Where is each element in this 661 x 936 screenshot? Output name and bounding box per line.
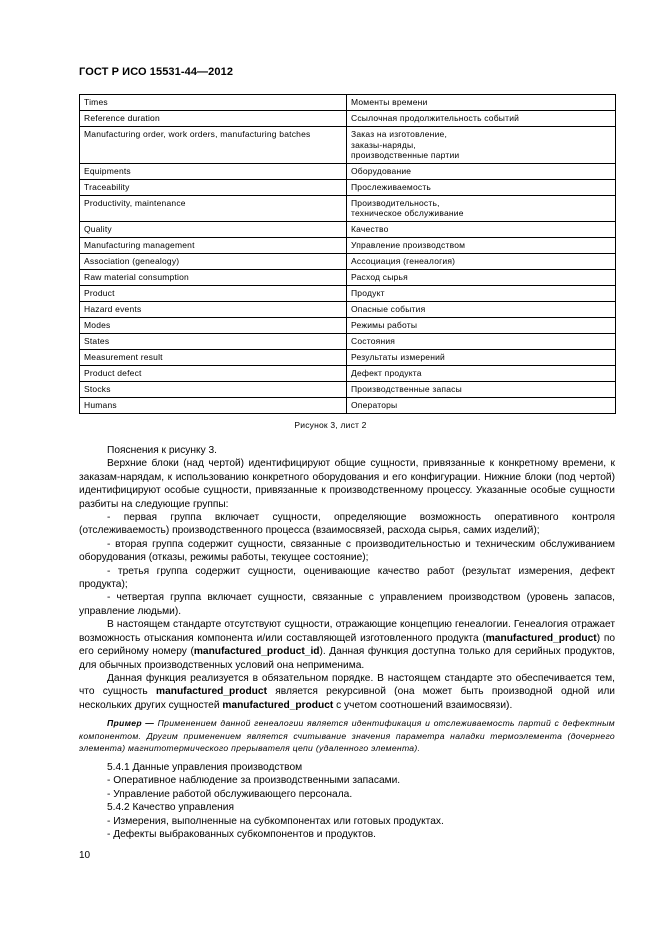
term-english: Times bbox=[80, 95, 347, 111]
term-russian: Результаты измерений bbox=[347, 349, 616, 365]
term-english: Traceability bbox=[80, 179, 347, 195]
term-russian: Моменты времени bbox=[347, 95, 616, 111]
table-row bbox=[80, 349, 616, 365]
paragraph-genealogy: В настоящем стандарте отсутствуют сущности, отражающие концепцию генеалогии. Генеалогия отражает возможность отыскания компонента и/или составляющей изготовленного продукта (manufactured_product) по его серийному номеру (manufactured_product_id). Данная функция доступна только для серийных продуктов, для обычных производственных условий она неприменима. bbox=[79, 619, 616, 671]
term-russian: Производительность, техническое обслуживание bbox=[347, 195, 616, 221]
term-english: Manufacturing order, work orders, manufacturing batches bbox=[80, 127, 347, 164]
entity-name: manufactured_product bbox=[156, 686, 267, 698]
figure-caption: Рисунок 3, лист 2 bbox=[294, 420, 367, 430]
term-english: Manufacturing management bbox=[80, 237, 347, 253]
term-russian: Операторы bbox=[347, 397, 616, 413]
table-row bbox=[80, 221, 616, 237]
term-russian: Качество bbox=[347, 221, 616, 237]
term-russian: Оборудование bbox=[347, 163, 616, 179]
entity-name: manufactured_product_id bbox=[193, 646, 320, 658]
paragraph-explanations-title: Пояснения к рисунку 3. bbox=[107, 445, 218, 456]
table-row bbox=[80, 237, 616, 253]
body-text bbox=[79, 444, 615, 841]
term-english: Product defect bbox=[80, 365, 347, 381]
table-row bbox=[80, 381, 616, 397]
term-russian: Дефект продукта bbox=[347, 365, 616, 381]
term-english: Equipments bbox=[80, 163, 347, 179]
term-russian: Ассоциация (генеалогия) bbox=[347, 253, 616, 269]
term-russian: Управление производством bbox=[347, 237, 616, 253]
term-english: Raw material consumption bbox=[80, 269, 347, 285]
table-row bbox=[80, 365, 616, 381]
table-row bbox=[80, 127, 616, 164]
table-row bbox=[80, 253, 616, 269]
page-number: 10 bbox=[79, 850, 91, 861]
term-english: Quality bbox=[80, 221, 347, 237]
list-item: - Дефекты выбракованных субкомпонентов и продуктов. bbox=[107, 828, 376, 840]
table-row bbox=[80, 317, 616, 333]
table-row bbox=[80, 111, 616, 127]
table-row bbox=[80, 397, 616, 413]
term-russian: Ссылочная продолжительность событий bbox=[347, 111, 616, 127]
table-row bbox=[80, 301, 616, 317]
list-item: - Оперативное наблюдение за производственными запасами. bbox=[107, 775, 401, 787]
term-english: Humans bbox=[80, 397, 347, 413]
section-5-4-1-heading: 5.4.1 Данные управления производством bbox=[107, 761, 303, 773]
section-5-4-2-heading: 5.4.2 Качество управления bbox=[107, 802, 234, 814]
term-english: Association (genealogy) bbox=[80, 253, 347, 269]
term-russian: Заказ на изготовление, заказы-наряды, производственные партии bbox=[347, 127, 616, 164]
term-english: Hazard events bbox=[80, 301, 347, 317]
term-russian: Продукт bbox=[347, 285, 616, 301]
paragraph-blocks-description: Верхние блоки (над чертой) идентифицируют общие сущности, привязанные к конкретному времени, к заказам-нарядам, к использованию конкретного оборудования и его конфигурации. Нижние блоки (под чертой) идентифицируют особые сущности, привязанные к производственному процессу. Указанные особые сущности разбиты на следующие группы: bbox=[79, 458, 615, 510]
term-russian: Опасные события bbox=[347, 301, 616, 317]
term-english: Reference duration bbox=[80, 111, 347, 127]
terms-table bbox=[79, 94, 616, 414]
term-russian: Расход сырья bbox=[347, 269, 616, 285]
term-russian: Состояния bbox=[347, 333, 616, 349]
entity-name: manufactured_product bbox=[222, 699, 334, 711]
term-russian: Производственные запасы bbox=[347, 381, 616, 397]
example-note: Пример — Применением данной генеалогии является идентификация и отслеживаемость партий с дефектным компонентом. Другим применением является считывание значения параметра наладки термоэлемента (дочернего элемента) магнитотермического прерывателя цепи (удаленного элемента). bbox=[79, 718, 615, 754]
term-english: Stocks bbox=[80, 381, 347, 397]
paragraph-group-1: - первая группа включает сущности, определяющие возможность оперативного контроля (отслеживаемость) производственного процесса (взаимосвязей, расхода сырья, самих изделий); bbox=[79, 512, 615, 537]
table-row bbox=[80, 195, 616, 221]
list-item: - Измерения, выполненные на субкомпонентах или готовых продуктах. bbox=[107, 815, 444, 827]
table-row bbox=[80, 269, 616, 285]
table-row bbox=[80, 179, 616, 195]
table-row bbox=[80, 333, 616, 349]
document-header: ГОСТ Р ИСО 15531-44—2012 bbox=[79, 66, 234, 78]
term-russian: Режимы работы bbox=[347, 317, 616, 333]
paragraph-group-4: - четвертая группа включает сущности, связанные с управлением производством (уровень запасов, управление людьми). bbox=[79, 592, 615, 617]
term-english: States bbox=[80, 333, 347, 349]
list-item: - Управление работой обслуживающего персонала. bbox=[107, 788, 353, 800]
term-russian: Прослеживаемость bbox=[347, 179, 616, 195]
paragraph-group-2: - вторая группа содержит сущности, связанные с производительностью и техническим обслуживанием оборудования (отказы, режимы работы, текущее состояние); bbox=[79, 538, 615, 564]
paragraph-group-3: - третья группа содержит сущности, оценивающие качество работ (результат измерения, дефект продукта); bbox=[79, 565, 615, 591]
term-english: Modes bbox=[80, 317, 347, 333]
table-row bbox=[80, 163, 616, 179]
table-row bbox=[80, 285, 616, 301]
paragraph-recursive-entity: Данная функция реализуется в обязательном порядке. В настоящем стандарте это обеспечивается тем, что сущность manufactured_product является рекурсивной (она может быть производной одной или нескольких других сущностей manufactured_product с учетом соотношений взаимосвязи). bbox=[79, 672, 615, 711]
entity-name: manufactured_product bbox=[485, 632, 597, 644]
term-english: Productivity, maintenance bbox=[80, 195, 347, 221]
term-english: Product bbox=[80, 285, 347, 301]
table-row bbox=[80, 95, 616, 111]
term-english: Measurement result bbox=[80, 349, 347, 365]
terms-table-body bbox=[80, 95, 616, 414]
